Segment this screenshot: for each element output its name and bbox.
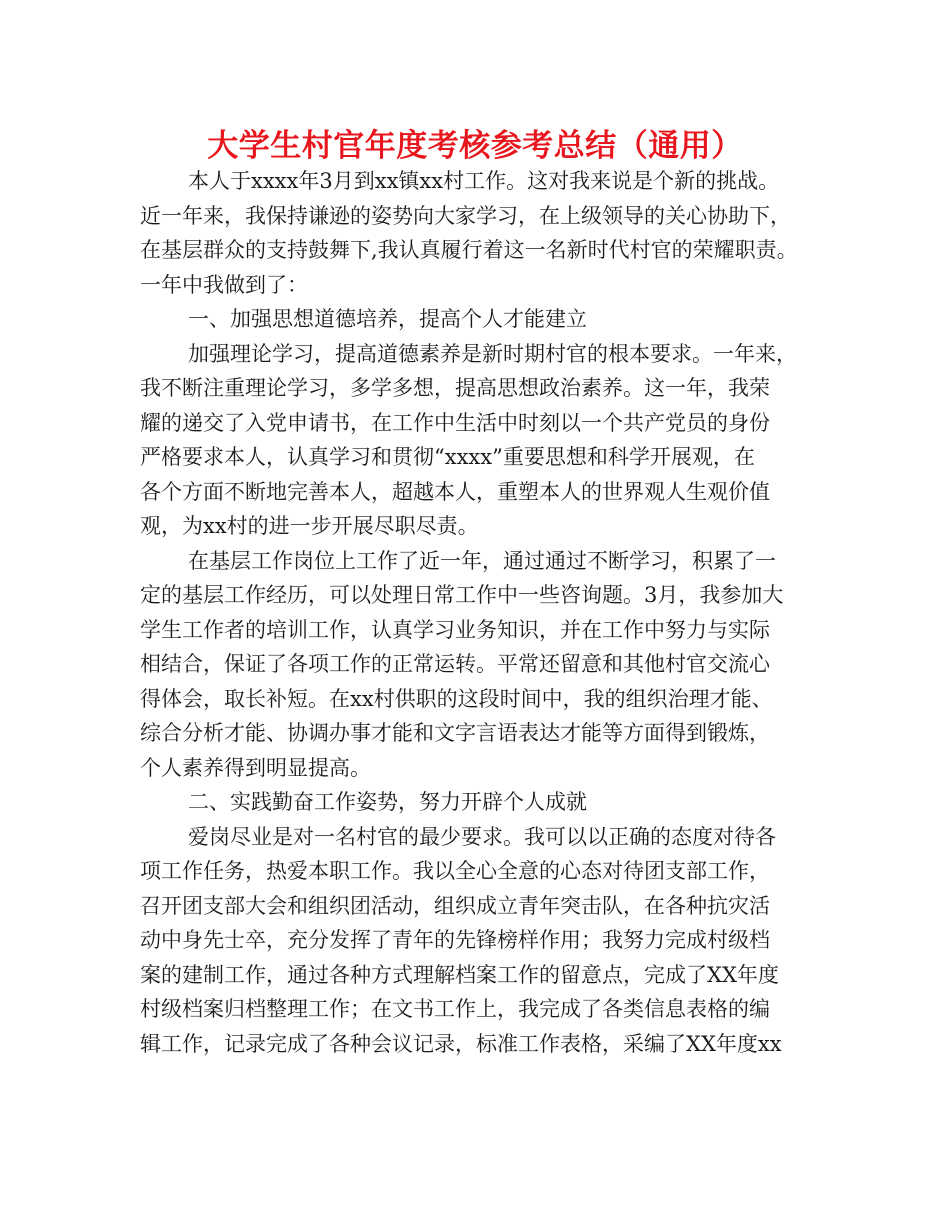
body-line: 近一年来，我保持谦逊的姿势向大家学习，在上级领导的关心协助下， [140,203,791,228]
body-line: 个人素养得到明显提高。 [140,755,371,780]
document-title: 大学生村官年度考核参考总结（通用） [207,128,743,164]
body-line: 得体会，取长补短。在xx村供职的这段时间中，我的组织治理才能、 [140,686,773,711]
body-line: 学生工作者的培训工作，认真学习业务知识，并在工作中努力与实际 [140,617,770,642]
body-line: 项工作任务，热爱本职工作。我以全心全意的心态对待团支部工作， [140,859,770,883]
body-line: 本人于xxxx年3月到xx镇xx村工作。这对我来说是个新的挑战。 [188,169,780,193]
body-line: 村级档案归档整理工作；在文书工作上，我完成了各类信息表格的编 [140,997,770,1021]
body-line: 定的基层工作经历，可以处理日常工作中一些咨询题。3月，我参加大 [140,583,784,607]
body-line: 爱岗尽业是对一名村官的最少要求。我可以以正确的态度对待各 [188,824,776,849]
body-line: 一年中我做到了： [140,272,308,297]
body-line: 动中身先士卒，充分发挥了青年的先锋榜样作用；我努力完成村级档 [140,928,770,952]
body-line: 在基层群众的支持鼓舞下,我认真履行着这一名新时代村官的荣耀职责。 [140,238,798,262]
body-line: 观，为xx村的进一步开展尽职尽责。 [140,514,479,538]
body-line: 相结合，保证了各项工作的正常运转。平常还留意和其他村官交流心 [140,652,770,676]
body-line: 严格要求本人，认真学习和贯彻“xxxx”重要思想和科学开展观，在 [140,445,755,469]
document-body [140,164,820,1061]
body-line: 二、实践勤奋工作姿势，努力开辟个人成就 [188,790,587,814]
body-line: 耀的递交了入党申请书，在工作中生活中时刻以一个共产党员的身份 [140,410,770,435]
body-line: 一、加强思想道德培养，提高个人才能建立 [188,307,587,331]
body-line: 在基层工作岗位上工作了近一年，通过通过不断学习，积累了一 [188,548,776,573]
body-line: 我不断注重理论学习，多学多想，提高思想政治素养。这一年，我荣 [140,376,770,400]
body-line: 加强理论学习，提高道德素养是新时期村官的根本要求。一年来， [188,341,797,366]
body-line: 案的建制工作，通过各种方式理解档案工作的留意点，完成了XX年度 [140,962,779,987]
body-line: 辑工作，记录完成了各种会议记录，标准工作表格，采编了XX年度xx [140,1031,782,1056]
body-line: 综合分析才能、协调办事才能和文字言语表达才能等方面得到锻炼， [140,721,770,745]
body-line: 各个方面不断地完善本人，超越本人，重塑本人的世界观人生观价值 [140,479,770,504]
body-line: 召开团支部大会和组织团活动，组织成立青年突击队，在各种抗灾活 [140,893,770,918]
